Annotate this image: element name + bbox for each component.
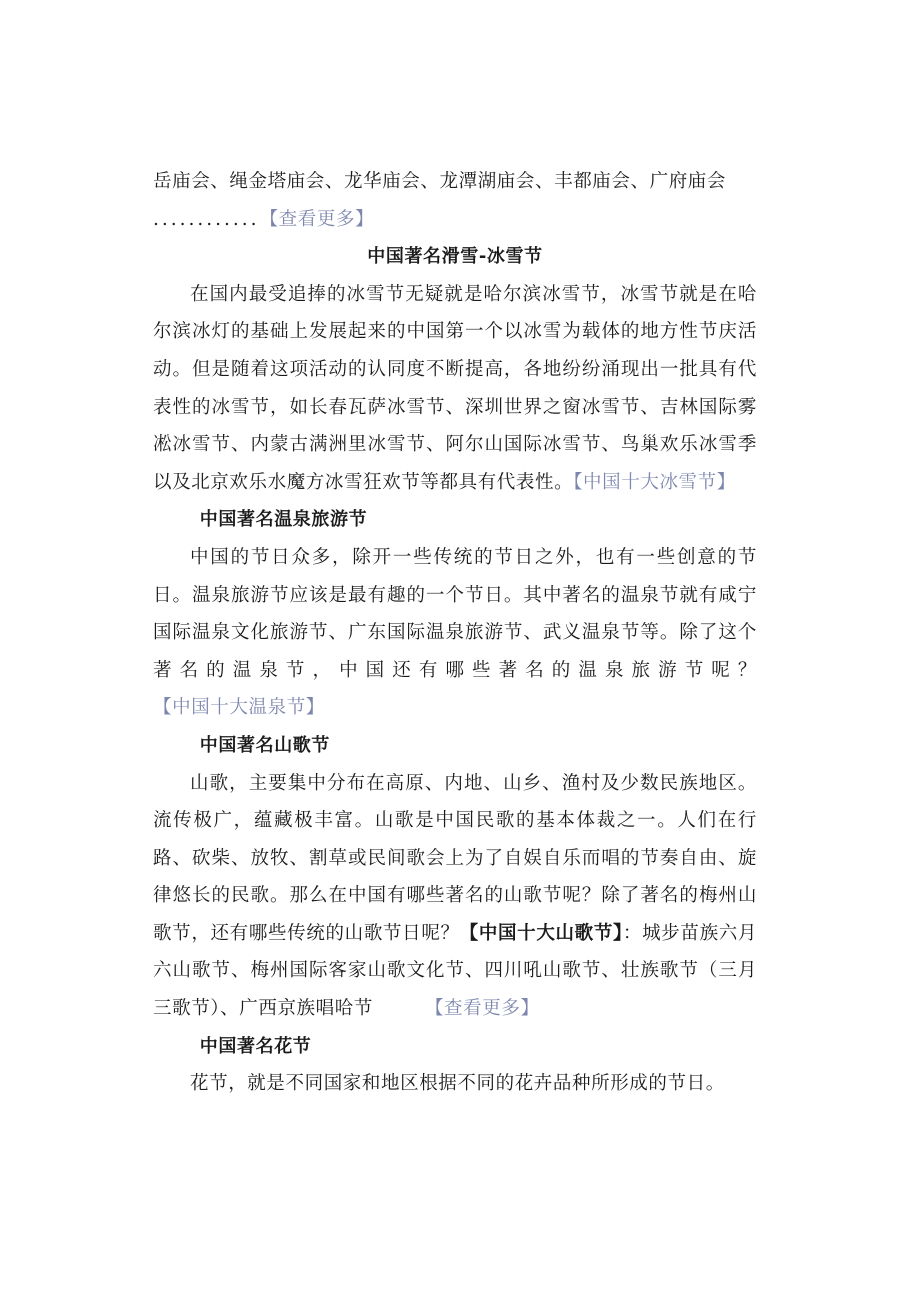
hot-spring-heading: 中国著名温泉旅游节	[199, 509, 368, 531]
folk-song-paragraph	[153, 765, 757, 1028]
temple-fair-list: 岳庙会、绳金塔庙会、龙华庙会、龙潭湖庙会、丰都庙会、广府庙会	[153, 171, 727, 192]
flower-heading: 中国著名花节	[199, 1035, 312, 1057]
document-page	[153, 163, 757, 1103]
view-more-link-temple-fairs[interactable]: 【查看更多】	[259, 208, 375, 230]
view-more-link-folk-songs[interactable]: 【查看更多】	[424, 998, 540, 1020]
top-ten-folk-song-festivals-link[interactable]: 【中国十大山歌节】	[459, 922, 623, 944]
top-ten-hot-spring-festivals-link[interactable]: 【中国十大温泉节】	[153, 697, 325, 719]
hot-spring-paragraph	[153, 539, 757, 727]
flower-body: 花节，就是不同国家和地区根据不同的花卉品种所形成的节日。	[190, 1073, 725, 1095]
top-ten-ice-snow-festivals-link[interactable]: 【中国十大冰雪节】	[573, 471, 736, 493]
ice-snow-paragraph	[153, 276, 757, 502]
ice-snow-heading: 中国著名滑雪-冰雪节	[367, 246, 543, 268]
folk-song-heading: 中国著名山歌节	[199, 734, 330, 756]
ice-snow-body: 在国内最受追捧的冰雪节无疑就是哈尔滨冰雪节，冰雪节就是在哈尔滨冰灯的基础上发展起来的中国第一个以冰雪为载体的地方性节庆活动。但是随着这项活动的认同度不断提高，各地纷纷涌现出一批具有代表性的冰雪节，如长春瓦萨冰雪节、深圳世界之窗冰雪节、吉林国际雾凇冰雪节、内蒙古满洲里冰雪节、阿尔山国际冰雪节、鸟巢欢乐冰雪季以及北京欢乐水魔方冰雪狂欢节等都具有代表性。	[153, 283, 757, 493]
intro-paragraph	[153, 163, 757, 238]
flower-paragraph	[153, 1065, 757, 1103]
hot-spring-body: 中国的节日众多，除开一些传统的节日之外，也有一些创意的节日。温泉旅游节应该是最有趣的一个节日。其中著名的温泉节就有咸宁国际温泉文化旅游节、广东国际温泉旅游节、武义温泉节等。除了这个著名的温泉节，中国还有哪些著名的温泉旅游节呢？	[153, 546, 757, 681]
ellipsis-dots: ............	[153, 208, 260, 230]
folk-song-body: 山歌，主要集中分布在高原、内地、山乡、渔村及少数民族地区。流传极广，蕴藏极丰富。山歌是中国民歌的基本体裁之一。人们在行路、砍柴、放牧、割草或民间歌会上为了自娱自乐而唱的节奏自由、旋律悠长的民歌。那么在中国有哪些著名的山歌节呢？除了著名的梅州山歌节，还有哪些传统的山歌节日呢？	[153, 772, 757, 944]
folk-song-festival-list: ：城步苗族六月六山歌节、梅州国际客家山歌文化节、四川吼山歌节、壮族歌节（三月三歌节）、广西京族唱哈节	[153, 922, 758, 1020]
